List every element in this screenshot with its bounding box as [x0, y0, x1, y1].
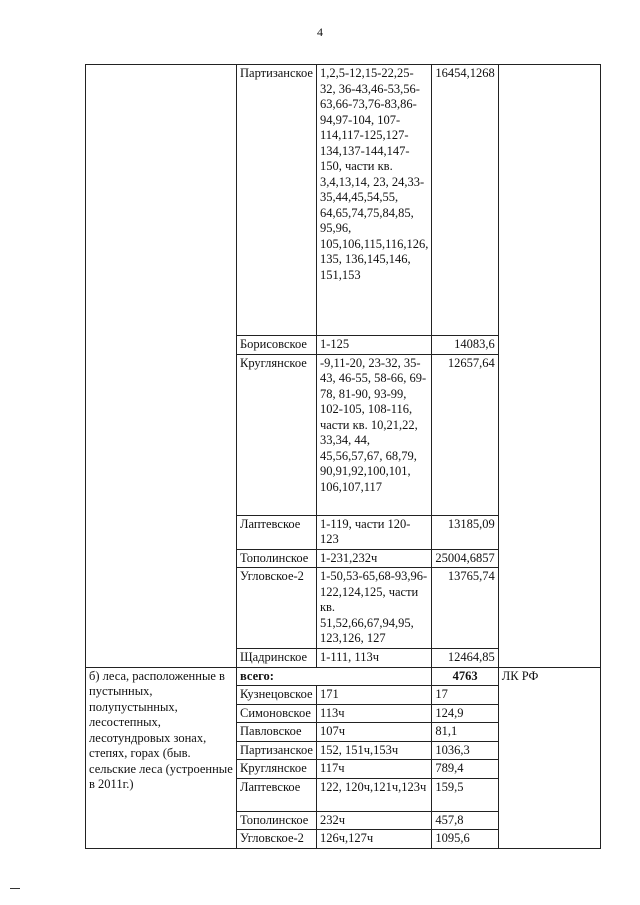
district-cell: Кузнецовское	[237, 686, 317, 705]
area-cell: 16454,1268	[432, 65, 498, 336]
district-cell: Угловское-2	[237, 830, 317, 849]
area-cell: 457,8	[432, 811, 498, 830]
area-cell: 13765,74	[432, 568, 498, 649]
table-row	[86, 667, 601, 686]
area-cell: 25004,6857	[432, 549, 498, 568]
district-cell: Партизанское	[237, 65, 317, 336]
quarters-cell: 1,2,5-12,15-22,25-32, 36-43,46-53,56-63,66-73,76-83,86-94,97-104, 107-114,117-125,127-134,137-144,147-150, части кв. 3,4,13,14, 23, 24,33-35,44,45,54,55, 64,65,74,75,84,85, 95,96, 105,106,115,116,126, 135, 136,145,146, 151,153	[316, 65, 431, 336]
category-cell: б) леса, расположенные в пустынных, полупустынных, лесостепных, лесотундровых зонах, степях, горах (быв. сельские леса (устроенные в 2011г.)	[86, 667, 237, 848]
forest-table-body	[86, 65, 601, 849]
district-cell: Щадринское	[237, 649, 317, 668]
quarters-cell: 1-125	[316, 336, 431, 355]
district-cell: Симоновское	[237, 704, 317, 723]
area-cell: 1036,3	[432, 741, 498, 760]
total-label: всего:	[237, 667, 432, 686]
quarters-cell: 1-119, части 120-123	[316, 515, 431, 549]
quarters-cell: 117ч	[316, 760, 431, 779]
district-cell: Угловское-2	[237, 568, 317, 649]
forest-table	[85, 64, 601, 849]
district-cell: Тополинское	[237, 549, 317, 568]
quarters-cell: 171	[316, 686, 431, 705]
district-cell: Тополинское	[237, 811, 317, 830]
quarters-cell: 232ч	[316, 811, 431, 830]
quarters-cell: 107ч	[316, 723, 431, 742]
area-cell: 17	[432, 686, 498, 705]
table-row	[86, 65, 601, 336]
quarters-cell: 113ч	[316, 704, 431, 723]
page-number: 4	[317, 25, 323, 39]
quarters-cell: 122, 120ч,121ч,123ч	[316, 778, 431, 811]
district-cell: Лаптевское	[237, 778, 317, 811]
quarters-cell: 1-111, 113ч	[316, 649, 431, 668]
area-cell: 159,5	[432, 778, 498, 811]
quarters-cell: 152, 151ч,153ч	[316, 741, 431, 760]
law-cell-empty	[498, 65, 600, 668]
district-cell: Партизанское	[237, 741, 317, 760]
area-cell: 124,9	[432, 704, 498, 723]
district-cell: Борисовское	[237, 336, 317, 355]
area-cell: 1095,6	[432, 830, 498, 849]
category-cell-empty	[86, 65, 237, 668]
footer-mark	[10, 888, 20, 889]
area-cell: 81,1	[432, 723, 498, 742]
area-cell: 12464,85	[432, 649, 498, 668]
quarters-cell: 126ч,127ч	[316, 830, 431, 849]
total-value: 4763	[432, 667, 498, 686]
quarters-cell: 1-231,232ч	[316, 549, 431, 568]
district-cell: Круглянское	[237, 354, 317, 515]
quarters-cell: -9,11-20, 23-32, 35-43, 46-55, 58-66, 69-78, 81-90, 93-99, 102-105, 108-116, части кв. 10,21,22, 33,34, 44, 45,56,57,67, 68,79, 90,91,92,100,101, 106,107,117	[316, 354, 431, 515]
area-cell: 789,4	[432, 760, 498, 779]
district-cell: Павловское	[237, 723, 317, 742]
quarters-cell: 1-50,53-65,68-93,96-122,124,125, части кв. 51,52,66,67,94,95, 123,126, 127	[316, 568, 431, 649]
district-cell: Круглянское	[237, 760, 317, 779]
area-cell: 12657,64	[432, 354, 498, 515]
district-cell: Лаптевское	[237, 515, 317, 549]
area-cell: 14083,6	[432, 336, 498, 355]
area-cell: 13185,09	[432, 515, 498, 549]
law-cell: ЛК РФ	[498, 667, 600, 848]
